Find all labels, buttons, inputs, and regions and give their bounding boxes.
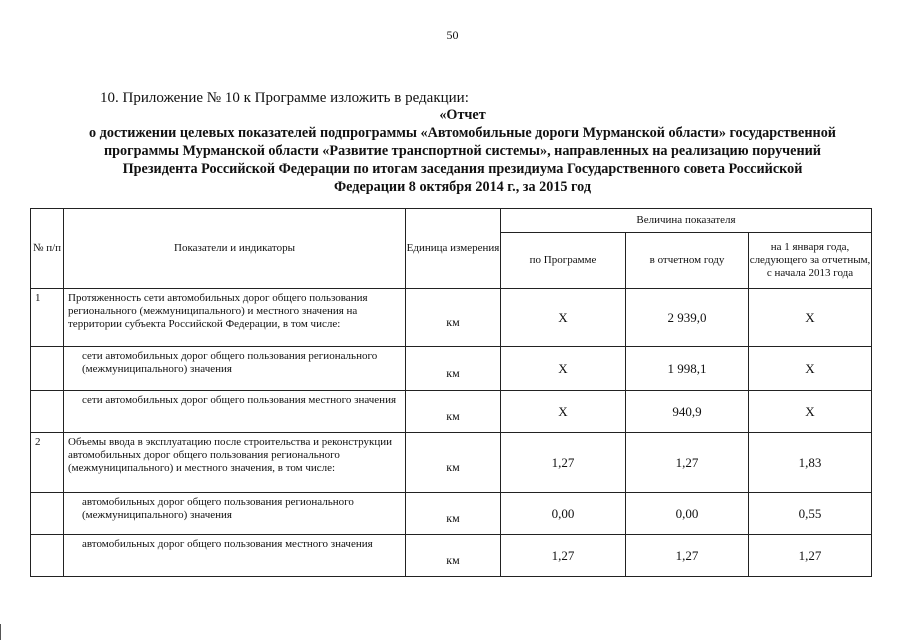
- row-by-program: 0,00: [501, 493, 626, 535]
- scan-edge-mark: [0, 624, 1, 640]
- row-unit: км: [406, 391, 501, 433]
- row-num: 1: [31, 289, 64, 347]
- row-indicator: автомобильных дорог общего пользования местного значения: [64, 535, 406, 577]
- header-unit: Единица измерения: [406, 209, 501, 289]
- title-line: о достижении целевых показателей подпрограммы «Автомобильные дороги Мурманской области» государственной: [89, 125, 836, 141]
- row-indicator: Объемы ввода в эксплуатацию после строительства и реконструкции автомобильных дорог общего пользования регионального (межмуниципального) и местного значения, в том числе:: [64, 433, 406, 493]
- row-reporting-year: 2 939,0: [626, 289, 749, 347]
- title-line: Президента Российской Федерации по итогам заседания президиума Государственного совета Российской: [122, 161, 803, 177]
- report-title: [40, 106, 885, 196]
- row-num: [31, 493, 64, 535]
- row-jan1: 1,83: [749, 433, 872, 493]
- page-number: 50: [446, 28, 459, 42]
- row-indicator: Протяженность сети автомобильных дорог общего пользования регионального (межмуниципального) и местного значения на территории субъекта Российской Федерации, в том числе:: [64, 289, 406, 347]
- table-row: [31, 289, 872, 347]
- row-jan1: X: [749, 347, 872, 391]
- title-line: «Отчет: [439, 107, 486, 123]
- title-line: программы Мурманской области «Развитие транспортной системы», направленных на реализацию поручений: [103, 143, 821, 159]
- table-row: [31, 493, 872, 535]
- header-indicator: Показатели и индикаторы: [64, 209, 406, 289]
- row-jan1: 0,55: [749, 493, 872, 535]
- row-unit: км: [406, 289, 501, 347]
- header-jan1: на 1 января года, следующего за отчетным, с начала 2013 года: [749, 233, 872, 289]
- table-row: [31, 433, 872, 493]
- row-jan1: X: [749, 289, 872, 347]
- title-line: Федерации 8 октября 2014 г., за 2015 год: [333, 179, 591, 195]
- table-row: [31, 347, 872, 391]
- row-indicator: сети автомобильных дорог общего пользования местного значения: [64, 391, 406, 433]
- row-by-program: 1,27: [501, 535, 626, 577]
- header-num: № п/п: [31, 209, 64, 289]
- row-num: [31, 535, 64, 577]
- row-by-program: X: [501, 347, 626, 391]
- table-row: [31, 535, 872, 577]
- row-by-program: X: [501, 391, 626, 433]
- row-jan1: X: [749, 391, 872, 433]
- header-reporting-year: в отчетном году: [626, 233, 749, 289]
- row-reporting-year: 940,9: [626, 391, 749, 433]
- row-num: [31, 391, 64, 433]
- row-indicator: автомобильных дорог общего пользования регионального (межмуниципального) значения: [64, 493, 406, 535]
- row-reporting-year: 1 998,1: [626, 347, 749, 391]
- row-reporting-year: 1,27: [626, 535, 749, 577]
- row-unit: км: [406, 535, 501, 577]
- table-row: [31, 391, 872, 433]
- row-jan1: 1,27: [749, 535, 872, 577]
- header-value-group: Величина показателя: [501, 209, 872, 233]
- row-by-program: X: [501, 289, 626, 347]
- row-reporting-year: 0,00: [626, 493, 749, 535]
- row-num: [31, 347, 64, 391]
- indicators-table: [30, 208, 872, 577]
- header-by-program: по Программе: [501, 233, 626, 289]
- row-unit: км: [406, 347, 501, 391]
- row-unit: км: [406, 433, 501, 493]
- intro-text: 10. Приложение № 10 к Программе изложить в редакции:: [100, 90, 469, 106]
- row-reporting-year: 1,27: [626, 433, 749, 493]
- row-indicator: сети автомобильных дорог общего пользования регионального (межмуниципального) значения: [64, 347, 406, 391]
- row-num: 2: [31, 433, 64, 493]
- row-unit: км: [406, 493, 501, 535]
- row-by-program: 1,27: [501, 433, 626, 493]
